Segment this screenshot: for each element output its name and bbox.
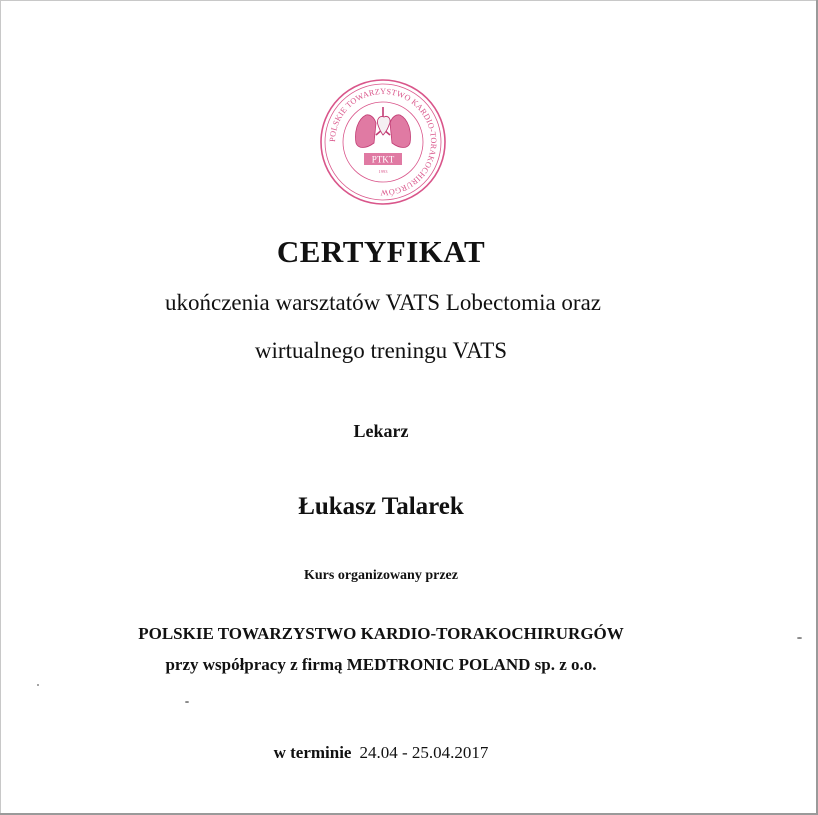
date-range: 24.04 - 25.04.2017 [359, 743, 489, 762]
subtitle-line-2: wirtualnego treningu VATS [254, 338, 508, 363]
seal-ring-text: POLSKIE TOWARZYSTWO KARDIO-TORAKOCHIRURGÓW [327, 86, 439, 198]
certificate-title: CERTYFIKAT [276, 234, 486, 269]
lungs-heart-icon [355, 107, 410, 148]
seal-year: 1993 [378, 169, 388, 174]
recipient-role: Lekarz [353, 421, 409, 441]
svg-text:POLSKIE TOWARZYSTWO KARDIO-TOR [328, 87, 438, 198]
recipient-name: Łukasz Talarek [298, 493, 464, 520]
paper-speck [37, 684, 39, 686]
date-label: w terminie [273, 743, 352, 762]
subtitle-line-1: ukończenia warsztatów VATS Lobectomia oraz [164, 290, 601, 315]
ptkt-seal [318, 77, 448, 207]
paper-speck [185, 701, 189, 703]
date-line [1, 743, 761, 763]
organized-by-label: Kurs organizowany przez [304, 568, 458, 583]
paper-speck [797, 637, 802, 639]
organizer-name: POLSKIE TOWARZYSTWO KARDIO-TORAKOCHIRURGÓW [138, 624, 624, 643]
cooperation-line: przy współpracy z firmą MEDTRONIC POLAND sp. z o.o. [165, 655, 597, 674]
seal-abbreviation: PTKT [371, 154, 395, 165]
